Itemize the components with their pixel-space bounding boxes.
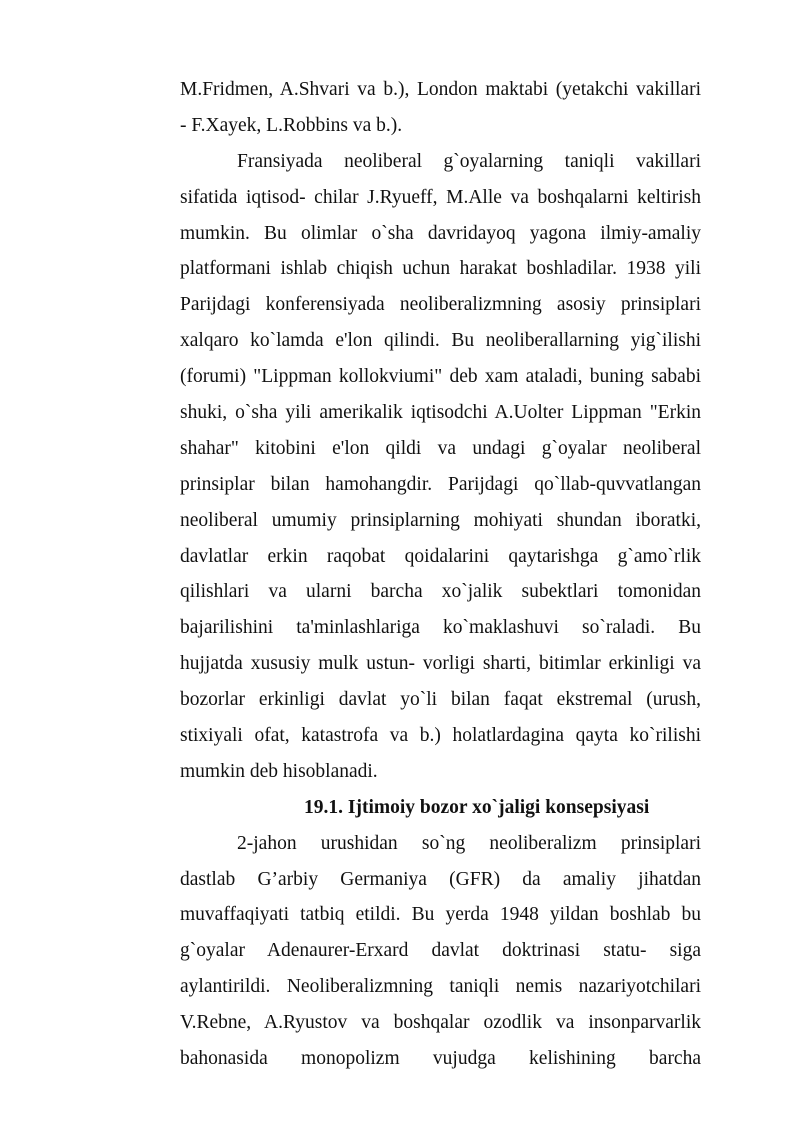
text-line: - F.Xayek, L.Robbins va b.). — [180, 114, 403, 136]
text-line: Fransiyada neoliberal g`oyalarning taniqli vakillari — [237, 150, 701, 172]
text-line: stixiyali ofat, katastrofa va b.) holatlardagina qayta ko`rilishi — [180, 725, 701, 747]
text-line: aylantirildi. Neoliberalizmning taniqli nemis nazariyotchilari — [180, 976, 701, 998]
text-line: V.Rebne, A.Ryustov va boshqalar ozodlik va insonparvarlik — [180, 1012, 701, 1034]
section-heading: 19.1. Ijtimoiy bozor xo`jaligi konsepsiyasi — [304, 796, 650, 818]
text-line: 2-jahon urushidan so`ng neoliberalizm prinsiplari — [237, 832, 701, 854]
text-line: xalqaro ko`lamda e'lon qilindi. Bu neoliberallarning yig`ilishi — [180, 330, 701, 352]
paragraph-france — [180, 144, 701, 790]
text-line: (forumi) "Lippman kollokviumi" deb xam ataladi, buning sababi — [180, 366, 701, 388]
text-line: davlatlar erkin raqobat qoidalarini qaytarishga g`amo`rlik — [180, 545, 701, 567]
text-line: g`oyalar Adenaurer-Erxard davlat doktrinasi statu- siga — [180, 940, 701, 962]
text-line: qilishlari va ularni barcha xo`jalik subektlari tomonidan — [180, 581, 701, 603]
text-line: shuki, o`sha yili amerikalik iqtisodchi A.Uolter Lippman "Erkin — [180, 402, 701, 424]
text-line: Parijdagi konferensiyada neoliberalizmning asosiy prinsiplari — [180, 294, 701, 316]
text-line: prinsiplar bilan hamohangdir. Parijdagi qo`llab-quvvatlangan — [180, 473, 701, 495]
text-line: bahonasida monopolizm vujudga kelishining barcha — [180, 1048, 701, 1070]
text-line: hujjatda xususiy mulk ustun- vorligi sharti, bitimlar erkinligi va — [180, 653, 701, 675]
text-line: sifatida iqtisod- chilar J.Ryueff, M.Alle va boshqalarni keltirish — [180, 186, 701, 208]
text-line: shahar" kitobini e'lon qildi va undagi g`oyalar neoliberal — [180, 437, 701, 459]
text-line: bajarilishini ta'minlashlariga ko`maklashuvi so`raladi. Bu — [180, 617, 701, 639]
text-line: mumkin deb hisoblanadi. — [180, 760, 378, 782]
text-line: M.Fridmen, A.Shvari va b.), London maktabi (yetakchi vakillari — [180, 79, 701, 100]
paragraph-germany — [180, 826, 701, 1077]
text-line: neoliberal umumiy prinsiplarning mohiyati shundan iboratki, — [180, 509, 701, 531]
text-line: bozorlar erkinligi davlat yo`li bilan faqat ekstremal (urush, — [180, 689, 701, 711]
document-page — [180, 72, 701, 1077]
text-line: dastlab G’arbiy Germaniya (GFR) da amaliy jihatdan — [180, 868, 701, 890]
text-line: platformani ishlab chiqish uchun harakat boshladilar. 1938 yili — [180, 258, 701, 280]
text-line: muvaffaqiyati tatbiq etildi. Bu yerda 1948 yildan boshlab bu — [180, 904, 701, 926]
text-line: mumkin. Bu olimlar o`sha davridayoq yagona ilmiy-amaliy — [180, 222, 701, 244]
